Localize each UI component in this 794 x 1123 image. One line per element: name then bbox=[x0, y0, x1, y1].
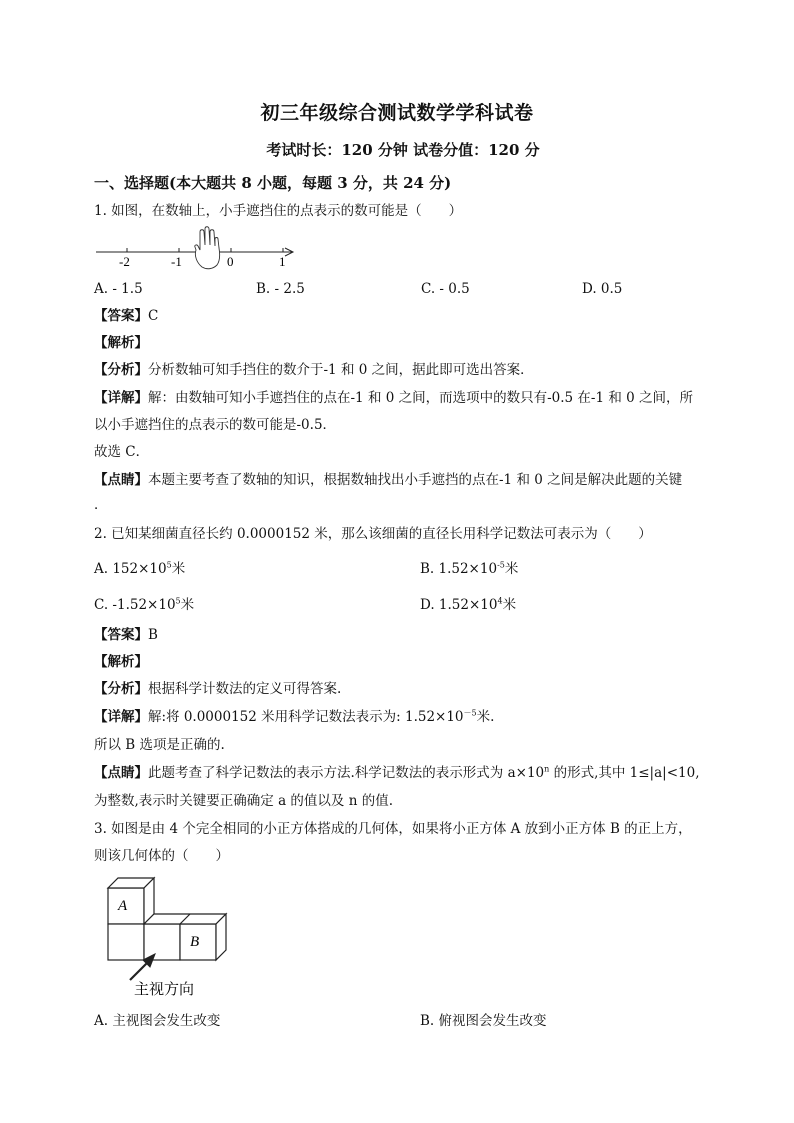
answer-value: B bbox=[148, 627, 158, 643]
exam-title: 初三年级综合测试数学学科试卷 bbox=[260, 102, 534, 124]
section-heading: 一、选择题(本大题共 8 小题，每题 3 分，共 24 分) bbox=[94, 174, 452, 192]
q1-answer bbox=[94, 307, 158, 325]
axis-label: -1 bbox=[171, 254, 182, 269]
cube-label-a: A bbox=[118, 898, 128, 914]
q1-stem: 1. 如图，在数轴上，小手遮挡住的点表示的数可能是（ ） bbox=[94, 203, 463, 219]
exam-subtitle: 考试时长：120 分钟 试卷分值：120 分 bbox=[266, 141, 540, 159]
q1-option-a: A. - 1.5 bbox=[94, 281, 143, 297]
q1-option-c: C. - 0.5 bbox=[421, 281, 470, 297]
q2-conclusion: 所以 B 选项是正确的. bbox=[94, 737, 225, 753]
q2-option-c: C. $-1.52\times 10^5$米 bbox=[94, 596, 195, 613]
answer-value: C bbox=[148, 308, 159, 324]
q2-option-d: D. $1.52\times 10^4$米 bbox=[420, 596, 517, 613]
q2-option-a: A. $152\times 10^5$米 bbox=[94, 560, 186, 577]
q2-dianjing-line2: 为整数,表示时关键要正确确定 a 的值以及 n 的值. bbox=[94, 793, 393, 809]
q2-analysis-tag: 【解析】 bbox=[94, 654, 148, 670]
q2-detail: 【详解】解:将 0.0000152 米用科学记数法表示为: $1.52\times 10^{-5}$米. bbox=[94, 708, 495, 725]
q2-stem: 2. 已知某细菌直径长约 0.0000152 米，那么该细菌的直径长用科学记数法可表示为（ ） bbox=[94, 526, 652, 542]
q2-answer: 【答案】B bbox=[94, 627, 158, 643]
cube-label-b: B bbox=[190, 934, 200, 950]
q1-fenxi: 【分析】分析数轴可知手挡住的数介于-1 和 0 之间，据此即可选出答案． bbox=[94, 362, 534, 378]
axis-label: -2 bbox=[119, 254, 130, 269]
q2-option-b: B. $1.52\times 10^{-5}$米 bbox=[420, 560, 519, 577]
q1-choose: 故选 C． bbox=[94, 444, 150, 460]
view-direction-label: 主视方向 bbox=[134, 982, 195, 998]
q3-stem-line2: 则该几何体的（ ） bbox=[94, 848, 229, 864]
axis-label: 0 bbox=[227, 254, 234, 269]
axis-label: 1 bbox=[279, 254, 286, 269]
q1-dianjing-tail: ． bbox=[94, 497, 108, 513]
q1-detail-line2: 以小手遮挡住的点表示的数可能是-0.5． bbox=[94, 417, 337, 433]
q1-detail-line1: 【详解】解：由数轴可知小手遮挡住的点在-1 和 0 之间，而选项中的数只有-0.5 在-1 和 0 之间，所 bbox=[94, 390, 694, 406]
q1-analysis-tag: 【解析】 bbox=[94, 335, 148, 351]
q3-option-a: A. 主视图会发生改变 bbox=[94, 1013, 221, 1029]
answer-tag: 【答案】 bbox=[94, 308, 148, 324]
number-line-figure bbox=[94, 226, 306, 272]
q1-option-d: D. 0.5 bbox=[582, 281, 623, 297]
q3-stem-line1: 3. 如图是由 4 个完全相同的小正方体搭成的几何体，如果将小正方体 A 放到小正方体 B 的正上方， bbox=[94, 821, 692, 837]
cube-figure bbox=[100, 872, 240, 998]
q1-option-b: B. - 2.5 bbox=[256, 281, 305, 297]
q3-option-b: B. 俯视图会发生改变 bbox=[420, 1013, 547, 1029]
q2-fenxi: 【分析】根据科学计数法的定义可得答案. bbox=[94, 681, 342, 697]
q1-dianjing: 【点睛】本题主要考查了数轴的知识，根据数轴找出小手遮挡的点在-1 和 0 之间是解决此题的关键 bbox=[94, 472, 683, 488]
hand-icon bbox=[195, 227, 220, 269]
q2-dianjing: 【点睛】此题考查了科学记数法的表示方法.科学记数法的表示形式为 $a\times 10^n$ 的形式,其中 1≤|a|<10, bbox=[94, 764, 700, 781]
